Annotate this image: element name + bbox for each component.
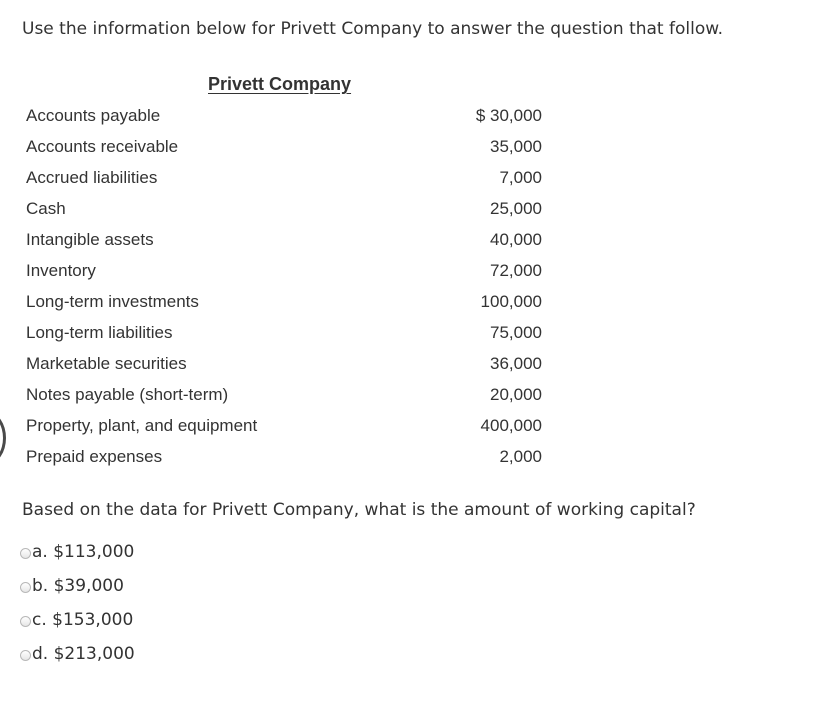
question-text: Based on the data for Privett Company, what is the amount of working capital? xyxy=(22,500,696,520)
row-amount: 2,000 xyxy=(499,447,542,466)
row-amount: 7,000 xyxy=(499,168,542,187)
table-row xyxy=(26,131,546,162)
row-label: Inventory xyxy=(26,261,96,280)
row-label: Cash xyxy=(26,199,66,218)
row-amount: 36,000 xyxy=(490,354,542,373)
option-d[interactable] xyxy=(20,637,135,671)
table-row xyxy=(26,317,546,348)
instructions-text: Use the information below for Privett Company to answer the question that follow. xyxy=(22,19,723,39)
row-amount: 40,000 xyxy=(490,230,542,249)
table-row xyxy=(26,193,546,224)
radio-button-icon[interactable] xyxy=(20,582,31,593)
table-row xyxy=(26,162,546,193)
row-label: Property, plant, and equipment xyxy=(26,416,258,435)
row-label: Notes payable (short-term) xyxy=(26,385,229,404)
table-row xyxy=(26,100,546,131)
row-label: Marketable securities xyxy=(26,354,187,373)
table-row xyxy=(26,441,546,472)
radio-button-icon[interactable] xyxy=(20,548,31,559)
option-label: c. $153,000 xyxy=(32,610,134,630)
row-amount: 20,000 xyxy=(490,385,542,404)
row-label: Long-term liabilities xyxy=(26,323,173,342)
row-amount: 100,000 xyxy=(480,292,542,311)
table-row xyxy=(26,348,546,379)
radio-button-icon[interactable] xyxy=(20,650,31,661)
table-row xyxy=(26,286,546,317)
table-row xyxy=(26,379,546,410)
row-label: Intangible assets xyxy=(26,230,154,249)
row-amount: 35,000 xyxy=(490,137,542,156)
row-amount: $ 30,000 xyxy=(475,106,542,125)
row-amount: 75,000 xyxy=(490,323,542,342)
answer-options xyxy=(20,535,135,671)
row-label: Accrued liabilities xyxy=(26,168,158,187)
table-row xyxy=(26,224,546,255)
option-label: a. $113,000 xyxy=(32,542,135,562)
radio-button-icon[interactable] xyxy=(20,616,31,627)
row-label: Accounts payable xyxy=(26,106,161,125)
row-amount: 400,000 xyxy=(480,416,542,435)
option-label: b. $39,000 xyxy=(32,576,124,596)
table-row xyxy=(26,255,546,286)
row-amount: 72,000 xyxy=(490,261,542,280)
row-label: Prepaid expenses xyxy=(26,447,163,466)
row-label: Long-term investments xyxy=(26,292,199,311)
financial-data-table xyxy=(26,100,546,472)
option-label: d. $213,000 xyxy=(32,644,135,664)
company-title: Privett Company xyxy=(208,74,352,94)
table-row xyxy=(26,410,546,441)
row-label: Accounts receivable xyxy=(26,137,179,156)
row-amount: 25,000 xyxy=(490,199,542,218)
circle-marker-icon xyxy=(0,412,6,464)
option-c[interactable] xyxy=(20,603,135,637)
option-a[interactable] xyxy=(20,535,135,569)
option-b[interactable] xyxy=(20,569,135,603)
